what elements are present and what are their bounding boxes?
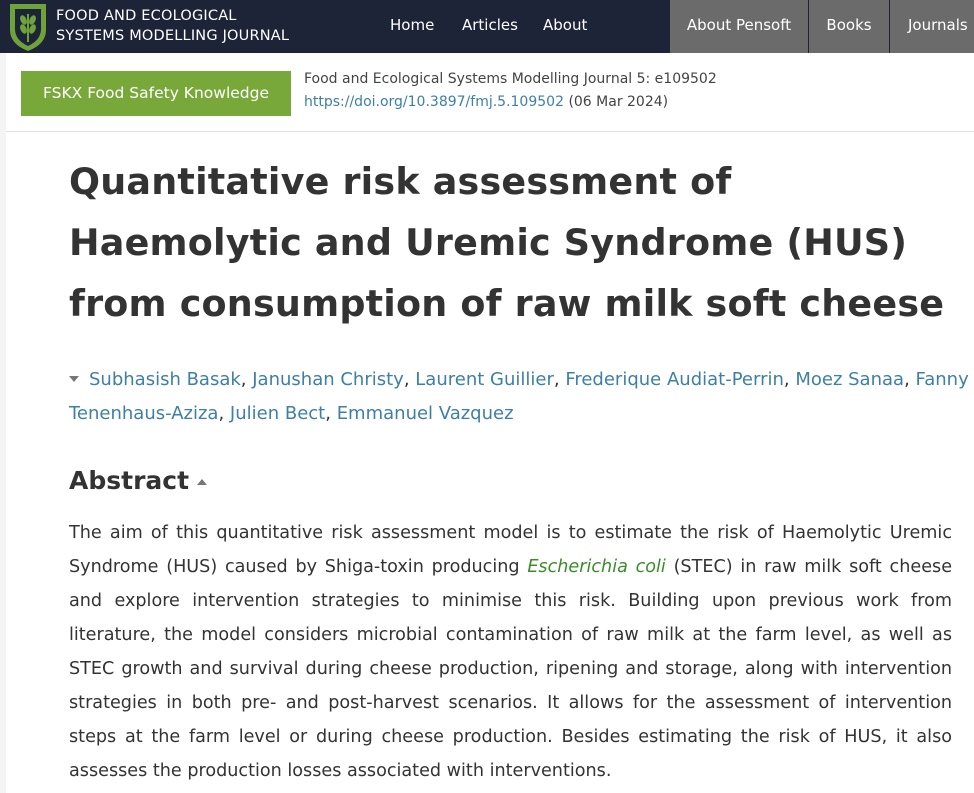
author-link[interactable]: Julien Bect: [229, 403, 326, 424]
nav-home-link[interactable]: Home: [390, 16, 435, 34]
nav-articles-link[interactable]: Articles: [462, 16, 518, 34]
nav-about-pensoft-link[interactable]: About Pensoft: [670, 0, 808, 53]
author-link[interactable]: Fanny Tenenhaus-Aziza: [69, 369, 969, 424]
species-name: Escherichia coli: [527, 557, 666, 577]
abstract-text-part1: The aim of this quantitative risk assessment model is to estimate the risk of Haemolytic Uremic Syndrome (HUS) caused by Shiga-toxin producing: [69, 523, 952, 577]
author-link[interactable]: Subhasish Basak: [89, 369, 241, 390]
abstract-heading[interactable]: [69, 466, 207, 495]
expand-authors-icon[interactable]: [69, 376, 79, 382]
author-link[interactable]: Frederique Audiat-Perrin: [565, 369, 784, 390]
article-panel: [6, 53, 974, 793]
article-subheader: [6, 53, 974, 132]
author-link[interactable]: Janushan Christy: [252, 369, 404, 390]
top-navigation-bar: [0, 0, 974, 53]
abstract-text: [69, 516, 952, 788]
nav-journals-link[interactable]: Journals: [890, 0, 974, 53]
author-list: Subhasish Basak, Janushan Christy, Laurent Guillier, Frederique Audiat-Perrin, Moez Sanaa, Fanny Tenenhaus-Aziza, Julien Bect, Emmanuel Vazquez: [69, 369, 969, 424]
doi-line: [304, 94, 668, 110]
publication-date: (06 Mar 2024): [568, 94, 669, 110]
journal-name-line1: FOOD AND ECOLOGICAL: [56, 8, 237, 24]
journal-name-line2: SYSTEMS MODELLING JOURNAL: [56, 28, 290, 44]
doi-link[interactable]: https://doi.org/10.3897/fmj.5.109502: [304, 94, 564, 110]
author-link[interactable]: Emmanuel Vazquez: [336, 403, 514, 424]
journal-citation: Food and Ecological Systems Modelling Journal 5: e109502: [304, 71, 717, 87]
journal-logo-icon[interactable]: [6, 0, 50, 53]
abstract-text-part2: (STEC) in raw milk soft cheese and explore intervention strategies to minimise this risk. Building upon previous work from literature, the model considers microbial contamination of raw milk at the farm level, as well as STEC growth and survival during cheese production, ripening and storage, along with intervention strategies in both pre- and post-harvest scenarios. It allows for the assessment of intervention steps at the farm level or during cheese production. Besides estimating the risk of HUS, it also assesses the production losses associated with interventions.: [69, 557, 953, 781]
nav-books-link[interactable]: Books: [809, 0, 889, 53]
abstract-heading-label: Abstract: [69, 466, 190, 495]
nav-about-link[interactable]: About: [543, 16, 588, 34]
fskx-badge-button[interactable]: FSKX Food Safety Knowledge: [21, 71, 291, 116]
collapse-abstract-icon[interactable]: [197, 479, 207, 485]
article-title: Quantitative risk assessment of Haemolytic and Uremic Syndrome (HUS) from consumption of raw milk soft cheese: [69, 160, 945, 325]
author-link[interactable]: Laurent Guillier: [415, 369, 554, 390]
author-link[interactable]: Moez Sanaa: [795, 369, 905, 390]
journal-name[interactable]: [56, 6, 289, 46]
